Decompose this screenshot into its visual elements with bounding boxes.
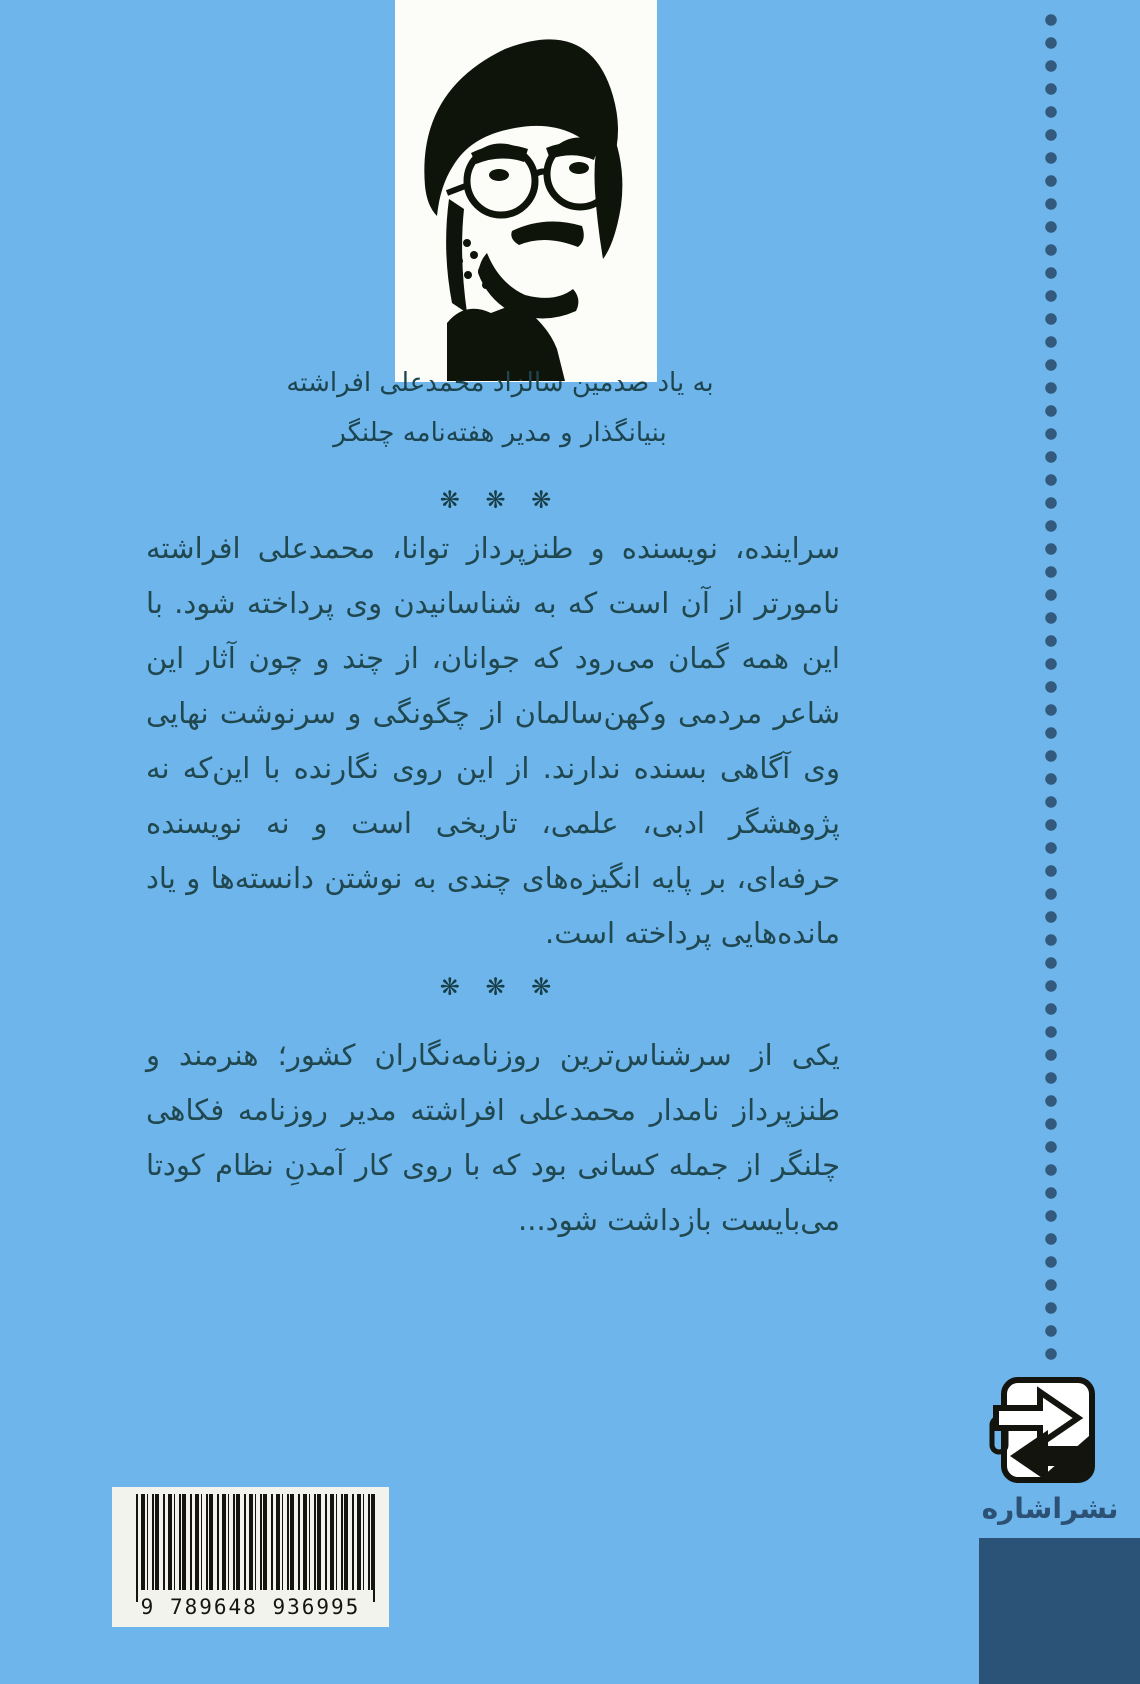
dedication-block xyxy=(150,358,850,458)
blurb-paragraph-2: یکی از سرشناس‌ترین روزنامه‌نگاران کشور؛ هنرمند و طنزپرداز نامدار محمدعلی افراشته مدیر روزنامه فکاهی چلنگر از جمله کسانی بود که با روی کار آمدنِ نظام کودتا می‌بایست بازداشت شود... xyxy=(146,1038,840,1237)
portrait-illustration xyxy=(395,0,657,382)
dedication-line-1: به یاد صدمین سالزاد محمدعلی افراشته xyxy=(286,368,714,398)
book-with-arrows-icon xyxy=(982,1376,1106,1494)
corner-color-block xyxy=(979,1538,1140,1684)
barcode-bars xyxy=(136,1494,375,1590)
blurb-paragraph-1: سراینده، نویسنده و طنزپرداز توانا، محمدعلی افراشته نامورتر از آن است که به شناسانیدن وی پرداخته شود. با این همه گمان می‌رود که جوانان، از چند و چون آثار این شاعر مردمی وکهن‌سالمان از چگونگی و سرنوشت نهایی وی آگاهی بسنده ندارند. از این روی نگارنده با این‌که نه پژوهشگر ادبی، علمی، تاریخی است و نه نویسنده حرفه‌ای، بر پایه انگیزه‌های چندی به نوشتن دانسته‌ها و یاد مانده‌هایی پرداخته است. xyxy=(146,531,840,950)
dotted-line-decoration xyxy=(1043,12,1059,1370)
barcode xyxy=(112,1487,389,1627)
barcode-number: 9 789648 936995 xyxy=(140,1595,361,1619)
ornament-separator-1: ❋ ❋ ❋ xyxy=(439,486,561,514)
portrait-image xyxy=(395,0,657,382)
dedication-line-2: بنیانگذار و مدیر هفته‌نامه چلنگر xyxy=(333,418,667,448)
publisher-logo xyxy=(982,1376,1106,1494)
publisher-name: نشراشاره xyxy=(981,1492,1119,1525)
ornament-separator-2: ❋ ❋ ❋ xyxy=(439,973,561,1001)
